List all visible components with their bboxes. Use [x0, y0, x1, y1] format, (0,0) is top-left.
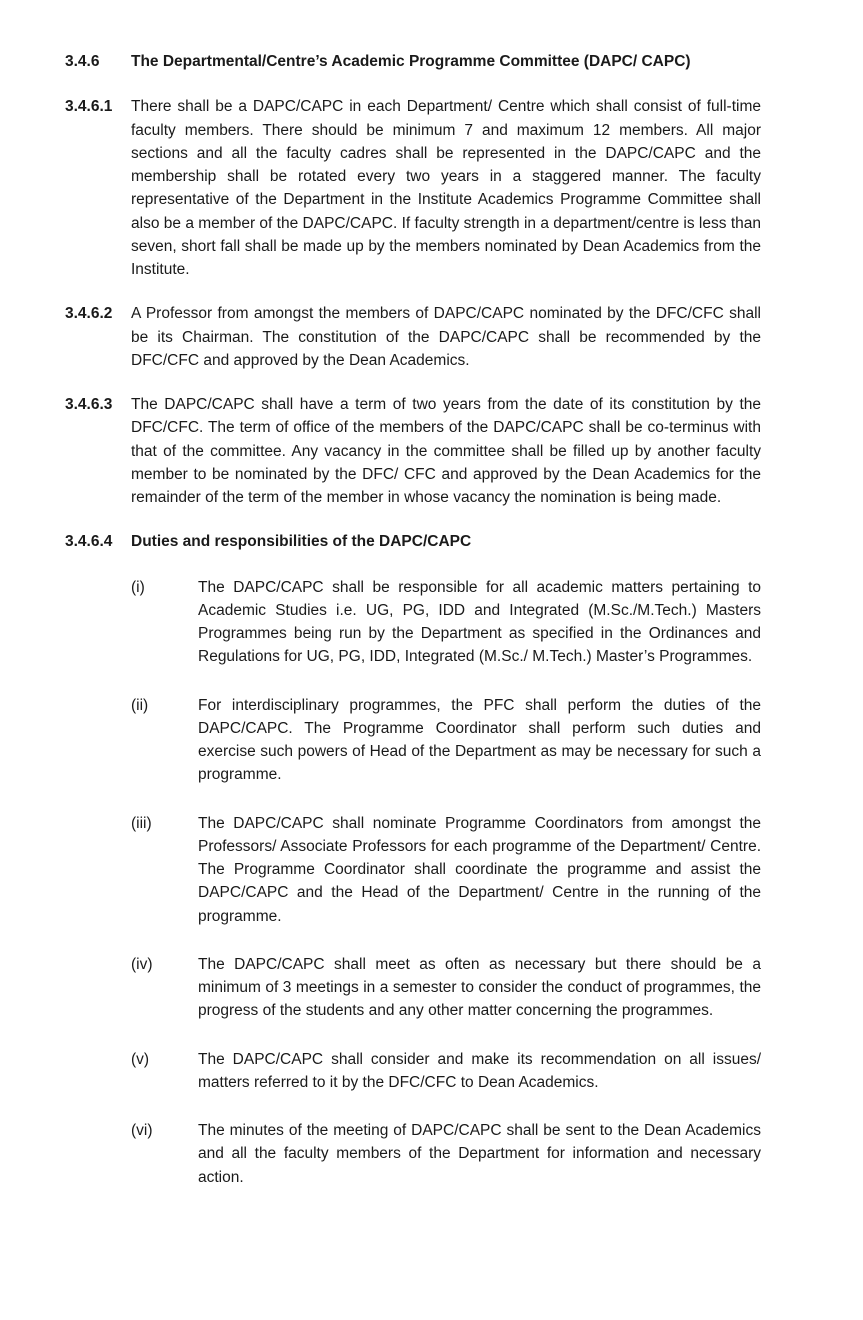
clause-text: A Professor from amongst the members of DAPC/CAPC nominated by the DFC/CFC shall be its Chairman. The constitution of the DAPC/CAPC shall be recommended by the DFC/CFC and approved by the Dean Academics. [131, 305, 761, 369]
clause-text: There shall be a DAPC/CAPC in each Department/ Centre which shall consist of full-time faculty members. There should be minimum 7 and maximum 12 members. All major sections and all the faculty cadres shall be represented in the DAPC/CAPC and the membership shall be rotated every two years in a staggered manner. The faculty representative of the Department in the Institute Academics Programme Committee shall also be a member of the DAPC/CAPC. If faculty strength in a department/centre is less than seven, short fall shall be made up by the members nominated by Dean Academics from the Institute. [131, 98, 761, 278]
duty-item-text: The DAPC/CAPC shall nominate Programme Coordinators from amongst the Professors/ Associate Professors for each programme of the Department/ Centre. The Programme Coordinator shall coordinate the programme and assist the DAPC/CAPC and the Head of the Department/ Centre in the running of the programme. [198, 814, 761, 925]
duty-item-ii [65, 694, 761, 787]
duty-item-i [65, 576, 761, 669]
duty-item-v [65, 1048, 761, 1095]
duty-item-label: (i) [131, 578, 145, 596]
clause-number: 3.4.6.3 [65, 396, 113, 413]
duty-item-text: The DAPC/CAPC shall be responsible for all academic matters pertaining to Academic Studies i.e. UG, PG, IDD and Integrated (M.Sc./M.Tech.) Masters Programmes being run by the Department as specified in the Ordinances and Regulations for UG, PG, IDD, Integrated (M.Sc./ M.Tech.) Master’s Programmes. [198, 578, 761, 666]
clause-3-4-6-3 [65, 393, 761, 509]
clause-3-4-6-2 [65, 302, 761, 372]
duty-item-text: The DAPC/CAPC shall consider and make its recommendation on all issues/ matters referred to it by the DFC/CFC to Dean Academics. [198, 1050, 761, 1091]
clause-text: The DAPC/CAPC shall have a term of two years from the date of its constitution by the DFC/CFC. The term of office of the members of the DAPC/CAPC shall be co-terminus with that of the committee. Any vacancy in the committee shall be filled up by another faculty member to be nominated by the DFC/ CFC and approved by the Dean Academics for the remainder of the term of the member in whose vacancy the nomination is being made. [131, 396, 761, 506]
clause-heading-title: Duties and responsibilities of the DAPC/CAPC [131, 533, 472, 551]
section-heading-number: 3.4.6 [65, 53, 100, 70]
clause-number: 3.4.6.2 [65, 305, 113, 323]
section-heading-title: The Departmental/Centre’s Academic Programme Committee (DAPC/ CAPC) [131, 53, 691, 70]
clause-3-4-6-1 [65, 95, 761, 281]
duty-item-label: (vi) [131, 1122, 153, 1139]
duty-item-label: (v) [131, 1050, 150, 1068]
clause-number: 3.4.6.4 [65, 533, 113, 551]
duty-item-text: The minutes of the meeting of DAPC/CAPC shall be sent to the Dean Academics and all the faculty members of the Department for information and necessary action. [198, 1122, 761, 1186]
clause-3-4-6-4-heading [65, 530, 761, 553]
duty-item-label: (iii) [131, 814, 152, 832]
duty-item-vi [65, 1119, 761, 1189]
duty-item-text: For interdisciplinary programmes, the PFC shall perform the duties of the DAPC/CAPC. The Programme Coordinator shall perform such duties and exercise such powers of Head of the Department as may be necessary for such a programme. [198, 696, 761, 784]
duty-item-label: (ii) [131, 696, 149, 714]
duty-item-text: The DAPC/CAPC shall meet as often as necessary but there should be a minimum of 3 meetings in a semester to consider the conduct of programmes, the progress of the students and any other matter concerning the programmes. [198, 955, 761, 1020]
section-heading [65, 50, 761, 73]
duty-item-iii [65, 812, 761, 928]
duty-item-label: (iv) [131, 955, 153, 973]
clause-number: 3.4.6.1 [65, 98, 113, 116]
duty-item-iv [65, 953, 761, 1023]
